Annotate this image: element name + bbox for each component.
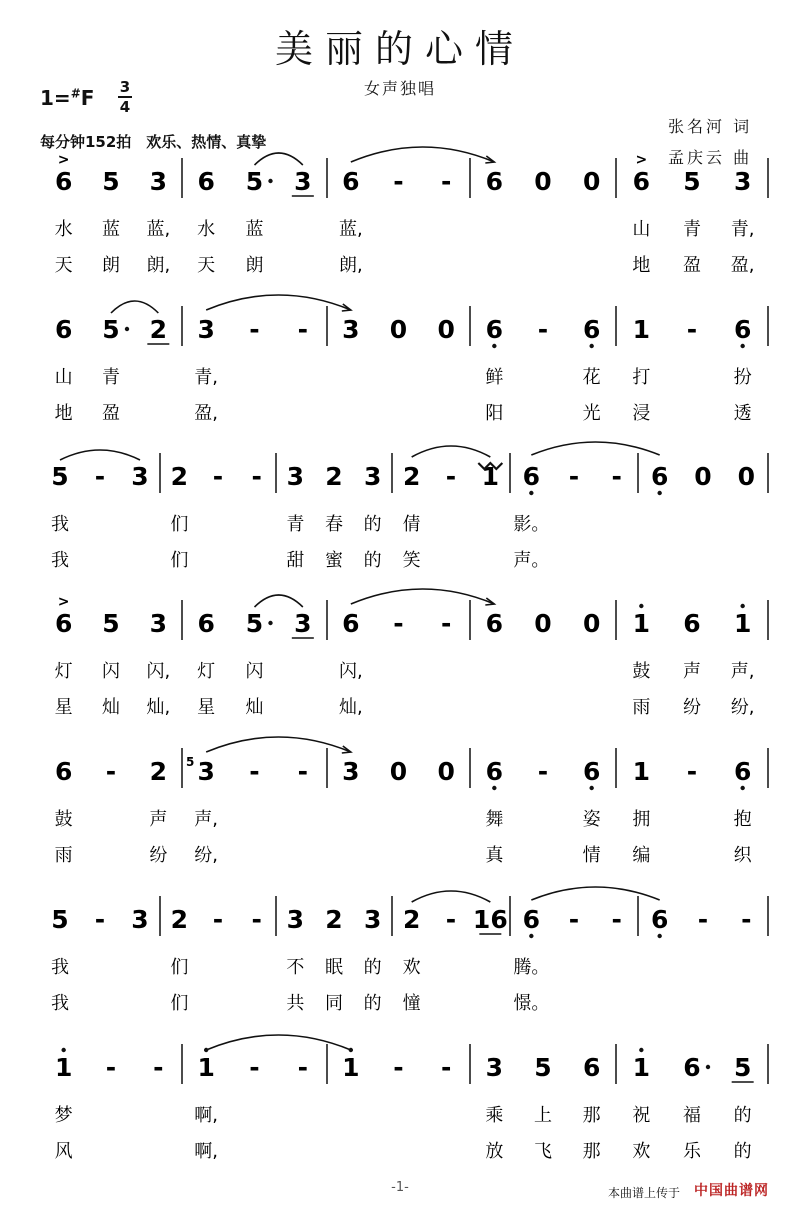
lyric-syllable: 青,: [730, 219, 755, 240]
note: 1: [197, 1053, 215, 1082]
lyric-syllable: 星: [197, 697, 216, 718]
note: 2: [170, 462, 189, 491]
lyric-syllable: 那: [582, 1105, 601, 1126]
slur: [412, 891, 491, 902]
lyric-syllable: 盈,: [194, 403, 219, 424]
note: 6: [485, 609, 504, 638]
note: 1: [54, 1053, 73, 1082]
lyric-syllable: 真: [485, 845, 504, 866]
lyric-syllable: 织: [733, 845, 752, 866]
slur: [412, 446, 491, 457]
note: 3: [149, 167, 168, 196]
note: 6: [650, 462, 669, 491]
time-signature-top: 3: [119, 78, 131, 96]
note: 6: [197, 167, 215, 196]
lyric-syllable: 声,: [194, 809, 219, 830]
note: 6: [733, 757, 752, 786]
note-dash: -: [297, 315, 309, 344]
slur: [111, 301, 158, 313]
lyric-syllable: 声: [149, 809, 168, 830]
lyric-syllable: 声。: [513, 550, 550, 571]
note-dash: -: [611, 905, 622, 934]
lyric-syllable: 山: [54, 367, 73, 388]
lyric-syllable: 盈: [683, 255, 701, 276]
note: 3: [197, 315, 215, 344]
lyric-syllable: 灿,: [338, 697, 363, 718]
note-dash: -: [251, 462, 262, 491]
note: 0: [389, 315, 408, 344]
lyric-syllable: 光: [582, 403, 601, 424]
lyric-syllable: 青: [683, 219, 701, 240]
note: 5: [51, 462, 69, 491]
lyric-syllable: 梦: [54, 1105, 73, 1126]
lyric-syllable: 蓝,: [338, 219, 363, 240]
augmentation-dot: [268, 621, 272, 625]
note-dash: -: [611, 462, 622, 491]
note-dash: -: [393, 1053, 404, 1082]
note-dash: -: [440, 609, 452, 638]
accent-mark: >: [57, 152, 70, 168]
note: 1: [481, 462, 500, 491]
accent-mark: >: [635, 152, 648, 168]
lyric-syllable: 地: [632, 255, 651, 276]
note: 6: [342, 609, 360, 638]
lyric-syllable: 扮: [733, 367, 752, 388]
note-dash: -: [445, 905, 457, 934]
lyric-syllable: 欢: [632, 1141, 651, 1162]
note: 2: [402, 462, 421, 491]
lyric-syllable: 纷: [149, 845, 168, 866]
note-dash: -: [249, 1053, 260, 1082]
tie: [531, 887, 659, 900]
lyric-syllable: 影。: [513, 514, 550, 535]
lyric-syllable: 闪: [245, 661, 264, 682]
lyric-syllable: 灯: [54, 661, 73, 682]
key-label: 1=: [40, 86, 71, 110]
lyric-syllable: 姿: [582, 809, 601, 830]
note: 5: [51, 905, 69, 934]
lyric-syllable: 花: [582, 367, 601, 388]
lyric-syllable: 地: [54, 403, 73, 424]
note-dash: -: [212, 905, 224, 934]
note: 0: [389, 757, 408, 786]
note: 6: [54, 167, 73, 196]
note: 0: [437, 315, 455, 344]
note: 3: [733, 167, 752, 196]
lyric-syllable: 憧: [402, 993, 421, 1014]
low-octave-dot: [740, 344, 744, 348]
note: 6: [485, 315, 504, 344]
note-dash: -: [153, 1053, 164, 1082]
page-number: -1-: [391, 1180, 409, 1195]
high-octave-dot: [639, 604, 643, 608]
note: 5: [733, 1053, 752, 1082]
lyric-syllable: 共: [286, 993, 305, 1014]
high-octave-dot: [639, 1048, 643, 1052]
note-dash: -: [212, 462, 224, 491]
lyricist-credit: 张名河 词: [668, 117, 753, 136]
tie: [351, 147, 495, 162]
lyric-syllable: 雨: [632, 697, 651, 718]
lyric-syllable: 拥: [632, 809, 651, 830]
lyric-syllable: 倩: [402, 514, 421, 535]
note: 5: [245, 167, 264, 196]
lyric-syllable: 灿: [102, 697, 120, 718]
note: 0: [582, 609, 601, 638]
note: 3: [294, 167, 312, 196]
note: 6: [342, 167, 360, 196]
key-note: F: [80, 86, 95, 110]
note: 1: [632, 757, 651, 786]
note-dash: -: [249, 757, 260, 786]
note: 2: [149, 757, 168, 786]
lyric-syllable: 欢: [402, 957, 421, 978]
note: 3: [342, 315, 360, 344]
tie: [206, 295, 351, 310]
lyric-syllable: 们: [170, 957, 189, 978]
note: 0: [737, 462, 756, 491]
lyric-syllable: 青,: [194, 367, 219, 388]
note-dash: -: [105, 1053, 117, 1082]
tie: [206, 737, 351, 752]
note: 3: [149, 609, 168, 638]
note-dash: -: [297, 757, 309, 786]
lyric-syllable: 福: [683, 1105, 701, 1126]
lyric-syllable: 那: [582, 1141, 601, 1162]
lyric-syllable: 上: [534, 1105, 552, 1126]
note: 2: [325, 905, 343, 934]
low-octave-dot: [657, 491, 661, 495]
time-signature-bottom: 4: [119, 98, 131, 116]
note: 6: [683, 1053, 701, 1082]
note: 5: [102, 609, 120, 638]
note: 6: [54, 315, 73, 344]
lyric-syllable: 鼓: [54, 809, 73, 830]
note: 0: [437, 757, 455, 786]
low-octave-dot: [529, 491, 533, 495]
lyric-syllable: 的: [363, 550, 382, 571]
lyric-syllable: 的: [363, 957, 382, 978]
low-octave-dot: [740, 786, 744, 790]
lyric-syllable: 闪: [102, 661, 120, 682]
note: 5: [534, 1053, 552, 1082]
lyric-syllable: 纷,: [194, 845, 219, 866]
lyric-syllable: 盈: [102, 403, 120, 424]
lyric-syllable: 鲜: [485, 367, 504, 388]
note-dash: -: [94, 905, 106, 934]
lyric-syllable: 们: [170, 550, 189, 571]
augmentation-dot: [125, 327, 129, 331]
note: 3: [197, 757, 215, 786]
note: 6: [683, 609, 701, 638]
note: 6: [54, 609, 73, 638]
lyric-syllable: 抱: [733, 809, 752, 830]
note: 6: [485, 167, 504, 196]
low-octave-dot: [529, 934, 533, 938]
slur: [255, 153, 303, 165]
lyric-syllable: 朗,: [338, 255, 363, 276]
lyric-syllable: 眠: [325, 957, 343, 978]
note: 0: [534, 609, 552, 638]
note: 3: [286, 905, 305, 934]
lyric-syllable: 纷,: [730, 697, 755, 718]
note-dash: -: [568, 905, 580, 934]
note-dash: -: [105, 757, 117, 786]
note: 3: [363, 462, 382, 491]
note-dash: -: [393, 167, 404, 196]
note: 2: [402, 905, 421, 934]
note: 0: [534, 167, 552, 196]
note: 6: [522, 462, 541, 491]
note: 3: [131, 462, 149, 491]
lyric-syllable: 朗,: [146, 255, 171, 276]
note: 2: [149, 315, 168, 344]
lyric-syllable: 蓝: [102, 219, 120, 240]
augmentation-dot: [706, 1065, 710, 1069]
lyric-syllable: 灿,: [146, 697, 171, 718]
lyric-syllable: 我: [51, 550, 69, 571]
note: 6: [733, 315, 752, 344]
note: 6: [582, 1053, 601, 1082]
note: 1: [342, 1053, 360, 1082]
note: 3: [363, 905, 382, 934]
lyric-syllable: 灯: [197, 661, 216, 682]
lyric-syllable: 透: [733, 403, 752, 424]
note: 1: [632, 609, 651, 638]
lyric-syllable: 打: [632, 367, 651, 388]
note: 16: [472, 905, 508, 934]
lyric-syllable: 蓝,: [146, 219, 171, 240]
accent-mark: >: [57, 594, 70, 610]
note-dash: -: [249, 315, 260, 344]
note: 2: [325, 462, 343, 491]
lyric-syllable: 阳: [485, 403, 504, 424]
note-dash: -: [393, 609, 404, 638]
note: 6: [54, 757, 73, 786]
high-octave-dot: [61, 1048, 65, 1052]
lyric-syllable: 春: [325, 514, 343, 535]
note-dash: -: [741, 905, 752, 934]
high-octave-dot: [740, 604, 744, 608]
lyric-syllable: 甜: [286, 550, 305, 571]
upload-credit: 本曲谱上传于: [608, 1186, 681, 1200]
note: 6: [485, 757, 504, 786]
note: 6: [582, 315, 601, 344]
lyric-syllable: 不: [286, 957, 305, 978]
note-dash: -: [686, 757, 698, 786]
note: 5: [102, 167, 120, 196]
lyric-syllable: 水: [54, 219, 73, 240]
note-dash: -: [686, 315, 698, 344]
lyric-syllable: 飞: [534, 1141, 552, 1162]
note-dash: -: [251, 905, 262, 934]
note-dash: -: [440, 167, 452, 196]
lyric-syllable: 我: [51, 993, 69, 1014]
low-octave-dot: [589, 344, 593, 348]
tempo-marking: 每分钟152拍 欢乐、热情、真挚: [40, 133, 267, 151]
key-accidental: #: [70, 86, 81, 101]
song-title: 美丽的心情: [274, 27, 525, 71]
note-dash: -: [537, 757, 549, 786]
lyric-syllable: 天: [197, 255, 216, 276]
tie: [531, 442, 659, 455]
note: 3: [286, 462, 305, 491]
lyric-syllable: 同: [325, 993, 343, 1014]
note-dash: -: [697, 905, 709, 934]
lyric-syllable: 舞: [485, 809, 504, 830]
note: 3: [131, 905, 149, 934]
lyric-syllable: 笑: [402, 550, 421, 571]
low-octave-dot: [492, 786, 496, 790]
lyric-syllable: 星: [54, 697, 73, 718]
slur: [255, 595, 303, 607]
lyric-syllable: 腾。: [513, 957, 550, 978]
lyric-syllable: 乐: [683, 1141, 701, 1162]
lyric-syllable: 水: [197, 219, 216, 240]
lyric-syllable: 浸: [632, 403, 651, 424]
lyric-syllable: 编: [632, 845, 651, 866]
lyric-syllable: 闪,: [146, 661, 171, 682]
lyric-syllable: 乘: [485, 1105, 504, 1126]
note: 5: [683, 167, 701, 196]
note: 3: [294, 609, 312, 638]
lyric-syllable: 声,: [730, 661, 755, 682]
grace-note: 5: [185, 755, 195, 769]
lyric-syllable: 青: [286, 514, 305, 535]
lyric-syllable: 情: [582, 845, 601, 866]
lyric-syllable: 我: [51, 514, 69, 535]
low-octave-dot: [492, 344, 496, 348]
augmentation-dot: [268, 179, 272, 183]
lyric-syllable: 风: [54, 1141, 73, 1162]
note: 1: [632, 1053, 651, 1082]
low-octave-dot: [657, 934, 661, 938]
lyric-syllable: 的: [733, 1105, 752, 1126]
lyric-syllable: 啊,: [194, 1105, 219, 1126]
note: 6: [650, 905, 669, 934]
note: 5: [245, 609, 264, 638]
note: 1: [632, 315, 651, 344]
lyric-syllable: 朗: [245, 255, 264, 276]
note-dash: -: [568, 462, 580, 491]
lyric-syllable: 灿: [245, 697, 264, 718]
lyric-syllable: 天: [54, 255, 73, 276]
slur: [60, 450, 140, 460]
lyric-syllable: 我: [51, 957, 69, 978]
lyric-syllable: 的: [733, 1141, 752, 1162]
lyric-syllable: 的: [363, 993, 382, 1014]
lyric-syllable: 憬。: [513, 993, 550, 1014]
note-dash: -: [445, 462, 457, 491]
lyric-syllable: 盈,: [730, 255, 755, 276]
site-logo: 中国曲谱网: [694, 1183, 769, 1199]
note: 2: [170, 905, 189, 934]
lyric-syllable: 蓝: [245, 219, 264, 240]
lyric-syllable: 们: [170, 514, 189, 535]
performance-type: 女声独唱: [363, 79, 436, 98]
note-dash: -: [440, 1053, 452, 1082]
lyric-syllable: 啊,: [194, 1141, 219, 1162]
lyric-syllable: 们: [170, 993, 189, 1014]
note: 6: [582, 757, 601, 786]
note: 1: [733, 609, 752, 638]
note: 6: [197, 609, 215, 638]
note: 0: [694, 462, 712, 491]
lyric-syllable: 雨: [54, 845, 73, 866]
lyric-syllable: 祝: [632, 1105, 651, 1126]
note: 6: [522, 905, 541, 934]
note: 3: [485, 1053, 504, 1082]
lyric-syllable: 声: [683, 661, 701, 682]
lyric-syllable: 青: [102, 367, 120, 388]
lyric-syllable: 闪,: [338, 661, 363, 682]
lyric-syllable: 朗: [102, 255, 120, 276]
note: 6: [632, 167, 651, 196]
note-dash: -: [94, 462, 106, 491]
tie: [206, 1035, 351, 1050]
lyric-syllable: 鼓: [632, 661, 651, 682]
lyric-syllable: 山: [632, 219, 651, 240]
lyric-syllable: 蜜: [325, 550, 343, 571]
low-octave-dot: [589, 786, 593, 790]
note-dash: -: [297, 1053, 309, 1082]
composer-credit: 孟庆云 曲: [668, 148, 753, 167]
lyric-syllable: 的: [363, 514, 382, 535]
note: 3: [342, 757, 360, 786]
tie: [351, 589, 495, 604]
note-dash: -: [537, 315, 549, 344]
note: 0: [582, 167, 601, 196]
note: 5: [102, 315, 120, 344]
lyric-syllable: 纷: [683, 697, 701, 718]
lyric-syllable: 放: [485, 1141, 504, 1162]
